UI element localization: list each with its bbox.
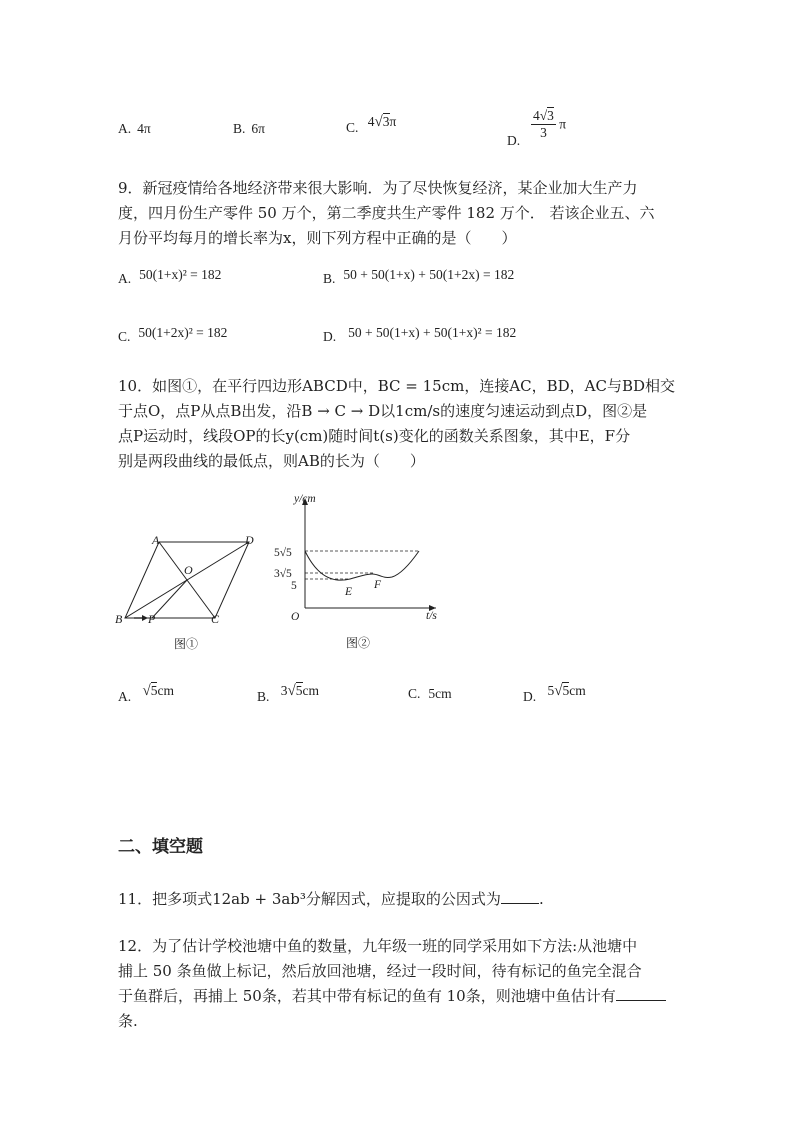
q10-option-d[interactable]: D. 5√5cm: [523, 683, 586, 704]
q8-c-value: 4√3π: [367, 114, 397, 130]
label-c: C: [211, 612, 220, 626]
figure-1-parallelogram: [112, 526, 272, 658]
label-b: B: [115, 612, 123, 626]
q10-option-c[interactable]: C. 5cm: [408, 686, 452, 701]
q10-option-b[interactable]: B. 3√5cm: [257, 683, 319, 704]
tick-5root5: 5√5: [274, 547, 292, 559]
label-o: O: [184, 563, 193, 577]
point-f-label: F: [374, 579, 382, 591]
q8-option-d-fraction: $\frac{4√3}{3}$ π: [533, 108, 567, 140]
segment-op: [152, 580, 187, 618]
label-p: P: [148, 612, 156, 626]
q9-stem: 9．新冠疫情给各地经济带来很大影响．为了尽快恢复经济，某企业加大生产力 度，四月份生产零件 50 万个，第二季度共生产零件 182 万个． 若该企业五、六 月份平均每月的增长率为x，则下列方程中正确的是（ ）: [118, 179, 655, 247]
section-2-title: 二、填空题: [118, 837, 203, 857]
y-axis-label: y/cm: [294, 493, 316, 505]
q9-option-a[interactable]: A. 50(1+x)² = 182: [118, 267, 222, 286]
figure-2-caption: 图②: [346, 636, 371, 650]
q10-stem: 10．如图①，在平行四边形ABCD中，BC = 15cm，连接AC，BD，AC与BD相交 于点O，点P从点B出发，沿B → C → D以1cm/s的速度匀速运动到点D，图②是 点P运动时，线段OP的长y(cm)随时间t(s)变化的函数关系图象，其中E，F分 别是两段曲线的最低点，则AB的长为（ ）: [118, 377, 676, 470]
q8-option-a[interactable]: A. 4π: [118, 121, 151, 136]
q8-option-b[interactable]: B. 6π: [233, 121, 265, 136]
function-curve: [305, 551, 419, 580]
label-d: D: [245, 533, 254, 547]
figure-2-graph: [270, 488, 450, 658]
q9-option-c[interactable]: C. 50(1+2x)² = 182: [118, 325, 228, 344]
q12-answer-blank[interactable]: [616, 986, 666, 1001]
origin-label: O: [291, 611, 300, 623]
tick-5: 5: [291, 580, 297, 592]
tick-3root5: 3√5: [274, 568, 292, 580]
q10-option-a[interactable]: A. √5cm: [118, 683, 174, 704]
figure-1-caption: 图①: [174, 637, 199, 651]
q8-option-d-letter[interactable]: D.: [507, 133, 521, 148]
point-e-label: E: [345, 586, 353, 598]
label-a: A: [152, 533, 160, 547]
q11-stem: 11．把多项式12ab + 3ab³分解因式，应提取的公因式为 .: [118, 890, 544, 908]
q8-option-c[interactable]: C. 4√3π: [346, 114, 397, 135]
q12-stem: 12．为了估计学校池塘中鱼的数量，九年级一班的同学采用如下方法:从池塘中 捕上 50 条鱼做上标记，然后放回池塘，经过一段时间，待有标记的鱼完全混合 于鱼群后，再捕上 50条，若其中带有标记的鱼有 10条，则池塘中鱼估计有 条.: [118, 934, 678, 1034]
q9-option-d[interactable]: D. 50 + 50(1+x) + 50(1+x)² = 182: [323, 325, 517, 344]
q11-answer-blank[interactable]: [501, 889, 539, 904]
x-axis-label: t/s: [426, 610, 437, 622]
q9-option-b[interactable]: B. 50 + 50(1+x) + 50(1+2x) = 182: [323, 267, 515, 286]
